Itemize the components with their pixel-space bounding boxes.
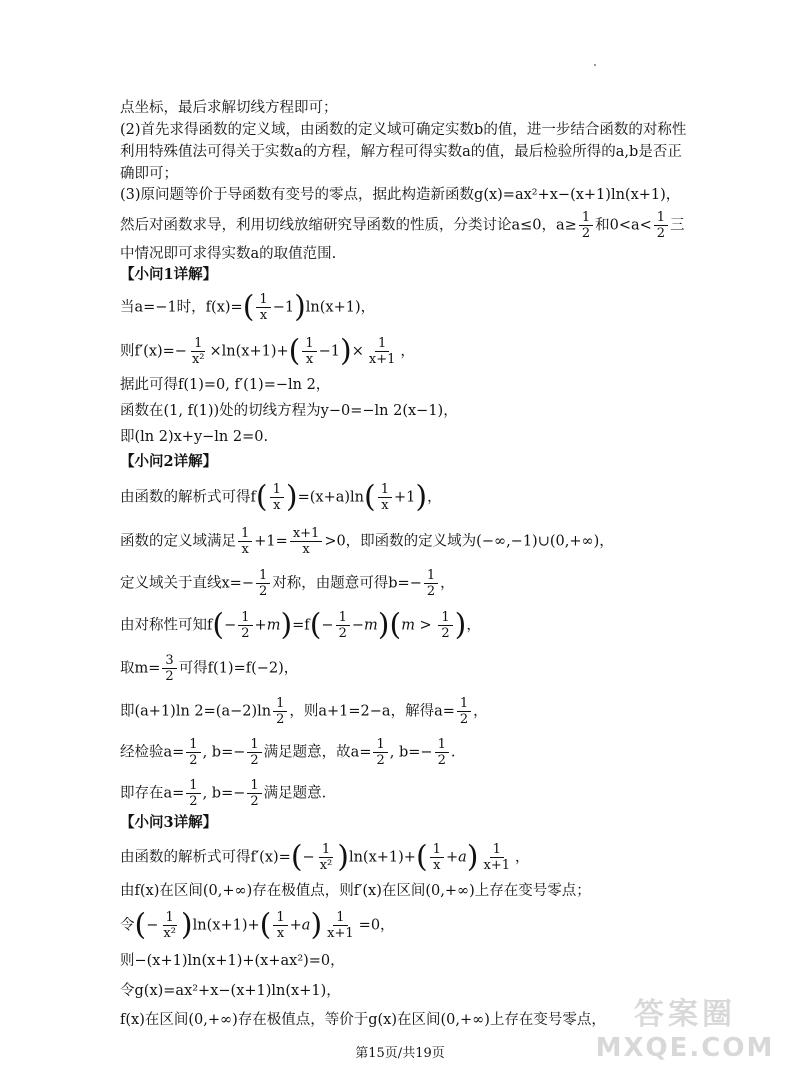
text-line: 中情况即可求得实数a的取值范围. <box>120 246 337 262</box>
watermark-logo <box>590 997 780 1067</box>
fraction: $\frac{1}{x}$ <box>256 292 270 323</box>
watermark-top: 答案圈 <box>634 997 736 1032</box>
text-segment: =0， <box>358 917 395 934</box>
fraction: $\frac{1}{2}$ <box>247 737 261 768</box>
fraction: $\frac{1}{x+1}$ <box>327 910 354 941</box>
text-segment: 则f′(x)=− <box>120 343 187 360</box>
text-segment: 经检验a= <box>120 744 185 761</box>
fraction: $\frac{1}{2}$ <box>424 568 438 599</box>
fraction: $\frac{1}{\text{x²}}$ <box>319 842 333 873</box>
formula-line: f(x)在区间(0,+∞)存在极值点，等价于g(x)在区间(0,+∞)上存在变号零点， <box>120 1012 606 1028</box>
formula-line: 由函数的解析式可得f′(x)=(− $\frac{1}{\text{x²}}$ )ln(x+1)+( $\frac{1}{x}$ +a) $\frac{1}{x+1}$ ， <box>120 839 530 875</box>
formula-line: 则−(x+1)ln(x+1)+(x+ax²)=0， <box>120 953 345 969</box>
text-segment: 当a=−1时，f(x)= <box>120 299 243 316</box>
text-line <box>120 210 690 241</box>
text-segment: 定义域关于直线x=− <box>120 575 254 592</box>
fraction: $\frac{1}{x}$ <box>270 482 284 513</box>
fraction: $\frac{1}{\text{x²}}$ <box>163 910 176 941</box>
fraction: $\frac{1}{2}$ <box>238 610 252 641</box>
text-segment: ， <box>427 489 442 506</box>
text-segment: 满足题意. <box>263 785 327 802</box>
text-line: 确即可； <box>120 166 178 182</box>
text-line: (2)首先求得函数的定义域，由函数的定义域可确定实数b的值，进一步结合函数的对称性 <box>120 122 687 138</box>
fraction: $\frac{1}{x+1}$ <box>368 336 396 367</box>
watermark-bottom: MXQE.COM <box>595 1033 775 1063</box>
text-segment: =f <box>292 617 310 634</box>
text-segment: 由函数的解析式可得f′(x)= <box>120 849 291 866</box>
formula-line <box>120 653 690 684</box>
text-segment: 函数的定义域满足 <box>120 533 236 550</box>
text-line: (3)原问题等价于导函数有变号的零点，据此构造新函数g(x)=ax²+x−(x+1)ln(x+1)， <box>120 187 681 203</box>
text-segment: 和0<a< <box>595 217 652 234</box>
fraction: $\frac{1}{2}$ <box>457 696 471 727</box>
text-segment: >0，即函数的定义域为(−∞,−1)∪(0,+∞)， <box>324 533 614 550</box>
fraction: $\frac{1}{2}$ <box>186 778 200 809</box>
fraction: $\frac{x+1}{x}$ <box>290 526 323 557</box>
text-segment: ， <box>466 617 481 634</box>
fraction: $\frac{1}{2}$ <box>654 210 668 241</box>
text-segment: ， <box>440 575 455 592</box>
formula-line: 令(− $\frac{1}{\text{x²}}$ )ln(x+1)+( $\frac{1}{x}$ +a) $\frac{1}{x+1}$ =0， <box>120 907 395 943</box>
text-segment: +1= <box>254 533 288 550</box>
text-segment: ln(x+1)， <box>305 299 376 316</box>
text-segment: , b=− <box>202 744 246 761</box>
fraction: $\frac{3}{2}$ <box>162 653 176 684</box>
text-segment: ， <box>400 343 415 360</box>
page-footer: 第15页/共19页 <box>355 1046 445 1061</box>
text-segment: ln(x+1)+ <box>348 849 416 866</box>
text-segment: , b=− <box>389 744 433 761</box>
text-segment: . <box>450 744 456 761</box>
text-segment: 由对称性可知f <box>120 617 213 634</box>
fraction: $\frac{1}{2}$ <box>336 610 350 641</box>
fraction: $\frac{1}{x}$ <box>238 526 252 557</box>
text-segment: ×ln(x+1)+ <box>209 343 289 360</box>
formula-line <box>120 737 690 768</box>
formula-line: 则f′(x)=− $\frac{1}{\text{x²}}$ ×ln(x+1)+( $\frac{1}{x}$ −1)× $\frac{1}{x+1}$ ， <box>120 333 415 369</box>
text-segment: 取m= <box>120 660 161 677</box>
text-segment: 即(a+1)ln 2=(a−2)ln <box>120 703 272 720</box>
formula-line: 由f(x)在区间(0,+∞)存在极值点，则f′(x)在区间(0,+∞)上存在变号零点； <box>120 883 591 899</box>
text-line: 点坐标，最后求解切线方程即可； <box>120 100 338 116</box>
formula-line: 函数在(1, f(1))处的切线方程为y−0=−ln 2(x−1)， <box>120 403 458 419</box>
fraction: $\frac{1}{2}$ <box>579 210 593 241</box>
fraction: $\frac{1}{2}$ <box>273 696 287 727</box>
formula-line <box>120 526 690 557</box>
formula-line: 即(ln 2)x+y−ln 2=0. <box>120 429 269 445</box>
text-segment: ，则a+1=2−a，解得a= <box>289 703 455 720</box>
fraction: $\frac{1}{x}$ <box>302 336 316 367</box>
fraction: $\frac{1}{2}$ <box>373 737 387 768</box>
fraction: $\frac{1}{\text{x²}}$ <box>191 336 205 367</box>
text-segment: ， <box>514 849 530 866</box>
text-line: 利用特殊值法可得关于实数a的方程，解方程可得实数a的值，最后检验所得的a,b是否正 <box>120 144 682 160</box>
formula-line: 令g(x)=ax²+x−(x+1)ln(x+1)， <box>120 983 341 999</box>
formula-line: 当a=−1时，f(x)=( $\frac{1}{x}$ −1)ln(x+1)， <box>120 289 376 325</box>
fraction: $\frac{1}{x}$ <box>378 482 392 513</box>
formula-line: 由对称性可知f(− $\frac{1}{2}$ +m)=f(− $\frac{1}{2}$ −m)(m > $\frac{1}{2}$ )， <box>120 607 481 643</box>
text-segment: 对称，由题意可得b=− <box>272 575 422 592</box>
text-segment: 然后对函数求导，利用切线放缩研究导函数的性质，分类讨论a≤0，a≥ <box>120 217 577 234</box>
fraction: $\frac{1}{2}$ <box>435 737 449 768</box>
formula-line: 据此可得f(1)=0, f′(1)=−ln 2， <box>120 377 331 393</box>
text-segment: ln(x+1)+ <box>192 917 260 934</box>
text-segment: , b=− <box>202 785 246 802</box>
scan-speck <box>594 64 596 66</box>
section-heading: 【小问1详解】 <box>120 266 218 283</box>
section-heading: 【小问2详解】 <box>120 453 218 470</box>
fraction: $\frac{1}{2}$ <box>438 610 452 641</box>
text-segment: × <box>351 343 364 360</box>
formula-line <box>120 568 690 599</box>
text-segment: 令 <box>120 917 135 934</box>
fraction: $\frac{1}{2}$ <box>186 737 200 768</box>
formula-line <box>120 696 690 727</box>
fraction: $\frac{1}{2}$ <box>247 778 261 809</box>
text-segment: 满足题意，故a= <box>263 744 372 761</box>
formula-line <box>120 778 690 809</box>
fraction: $\frac{1}{x}$ <box>430 842 444 873</box>
fraction: $\frac{1}{x}$ <box>273 910 287 941</box>
text-segment: =(x+a)ln <box>297 489 365 506</box>
text-segment: 可得f(1)=f(−2)， <box>178 660 299 677</box>
text-segment: ， <box>473 703 488 720</box>
text-segment: 由函数的解析式可得f <box>120 489 256 506</box>
fraction: $\frac{1}{2}$ <box>256 568 270 599</box>
section-heading: 【小问3详解】 <box>120 814 218 831</box>
formula-line: 由函数的解析式可得f( $\frac{1}{x}$ )=(x+a)ln( $\frac{1}{x}$ +1)， <box>120 479 442 515</box>
fraction: $\frac{1}{x+1}$ <box>483 842 510 873</box>
text-segment: 即存在a= <box>120 785 185 802</box>
text-segment: 三 <box>670 217 685 234</box>
